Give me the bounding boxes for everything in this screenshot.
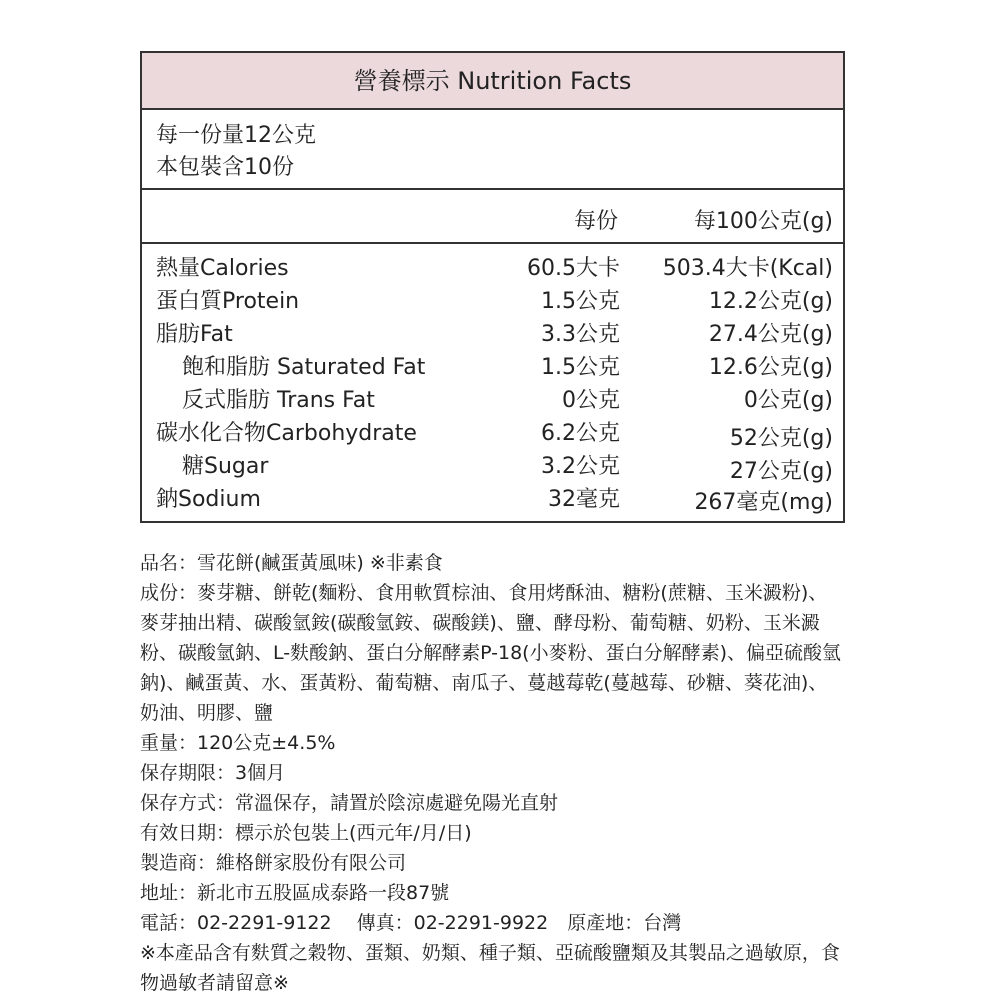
nutrient-per-100g: 27.4公克(g) [708,322,833,347]
nutrient-row-saturated-fat [142,351,843,384]
nutrient-per-serving: 3.3公克 [541,322,620,347]
ingredients: 成份：麥芽糖、餅乾(麵粉、食用軟質棕油、食用烤酥油、糖粉(蔗糖、玉米澱粉)、麥芽抽出精、碳酸氫銨(碳酸氫銨、碳酸鎂)、鹽、酵母粉、葡萄糖、奶粉、玉米澱粉、碳酸氫鈉、L-麩酸鈉、蛋白分解酵素P-18(小麥粉、蛋白分解酵素)、偏亞硫酸氫鈉)、鹹蛋黃、水、蛋黃粉、葡萄糖、南瓜子、蔓越莓乾(蔓越莓、砂糖、葵花油)、奶油、明膠、鹽 [140,582,842,724]
nutrient-row-calories [142,252,843,285]
servings-per-package: 本包裝含10份 [156,155,294,180]
nutrient-per-100g: 267毫克(mg) [694,490,833,515]
nutrient-label: 脂肪Fat [156,322,233,347]
nutrient-row-protein [142,285,843,318]
nutrient-label: 鈉Sodium [156,487,261,512]
nutrient-per-100g: 27公克(g) [729,459,833,484]
nutrient-per-serving: 1.5公克 [541,355,620,380]
nutrient-label: 熱量Calories [156,256,289,281]
nutrient-per-serving: 3.2公克 [541,454,620,479]
nutrient-per-serving: 1.5公克 [541,289,620,314]
nutrient-label: 飽和脂肪 Saturated Fat [182,355,426,380]
nutrient-row-sugar [142,450,843,483]
nutrient-per-100g: 12.2公克(g) [708,289,833,314]
nutrient-per-serving: 32毫克 [548,487,620,512]
serving-info [156,120,316,184]
expiry-date: 有效日期：標示於包裝上(西元年/月/日) [140,822,472,844]
nutrient-label: 蛋白質Protein [156,289,300,314]
nutrient-label: 碳水化合物Carbohydrate [156,421,417,446]
nutrient-row-sodium [142,483,843,516]
nutrition-facts-table [140,51,845,523]
column-header-per-serving: 每份 [573,209,618,234]
shelf-life: 保存期限：3個月 [140,762,286,784]
allergen-warning: ※本產品含有麩質之穀物、蛋類、奶類、種子類、亞硫酸鹽類及其製品之過敏原，食物過敏者請留意※ [140,942,840,994]
nutrient-row-carbohydrate [142,417,843,450]
divider [142,242,843,244]
nutrient-label: 糖Sugar [182,454,269,479]
nutrition-facts-title: 營養標示 Nutrition Facts [142,53,843,110]
nutrient-label: 反式脂肪 Trans Fat [182,388,375,413]
column-header-per-100g: 每100公克(g) [693,209,833,234]
storage-method: 保存方式：常溫保存，請置於陰涼處避免陽光直射 [140,792,559,814]
product-info [140,548,845,998]
nutrient-per-100g: 12.6公克(g) [708,355,833,380]
nutrient-per-serving: 6.2公克 [541,421,620,446]
serving-size: 每一份量12公克 [156,123,316,148]
nutrient-per-100g: 52公克(g) [729,426,833,451]
nutrient-per-100g: 0公克(g) [743,388,833,413]
nutrient-per-serving: 60.5大卡 [527,256,620,281]
address: 地址：新北市五股區成泰路一段87號 [140,882,450,904]
nutrient-row-fat [142,318,843,351]
nutrient-row-trans-fat [142,384,843,417]
product-name: 品名：雪花餅(鹹蛋黃風味) ※非素食 [140,552,443,574]
manufacturer: 製造商：維格餅家股份有限公司 [140,852,407,874]
divider [142,188,843,190]
nutrient-per-100g: 503.4大卡(Kcal) [662,256,833,281]
net-weight: 重量：120公克±4.5% [140,732,336,754]
nutrient-per-serving: 0公克 [562,388,620,413]
contact-info: 電話：02-2291-9122 傳真：02-2291-9922 原產地：台灣 [140,912,682,934]
